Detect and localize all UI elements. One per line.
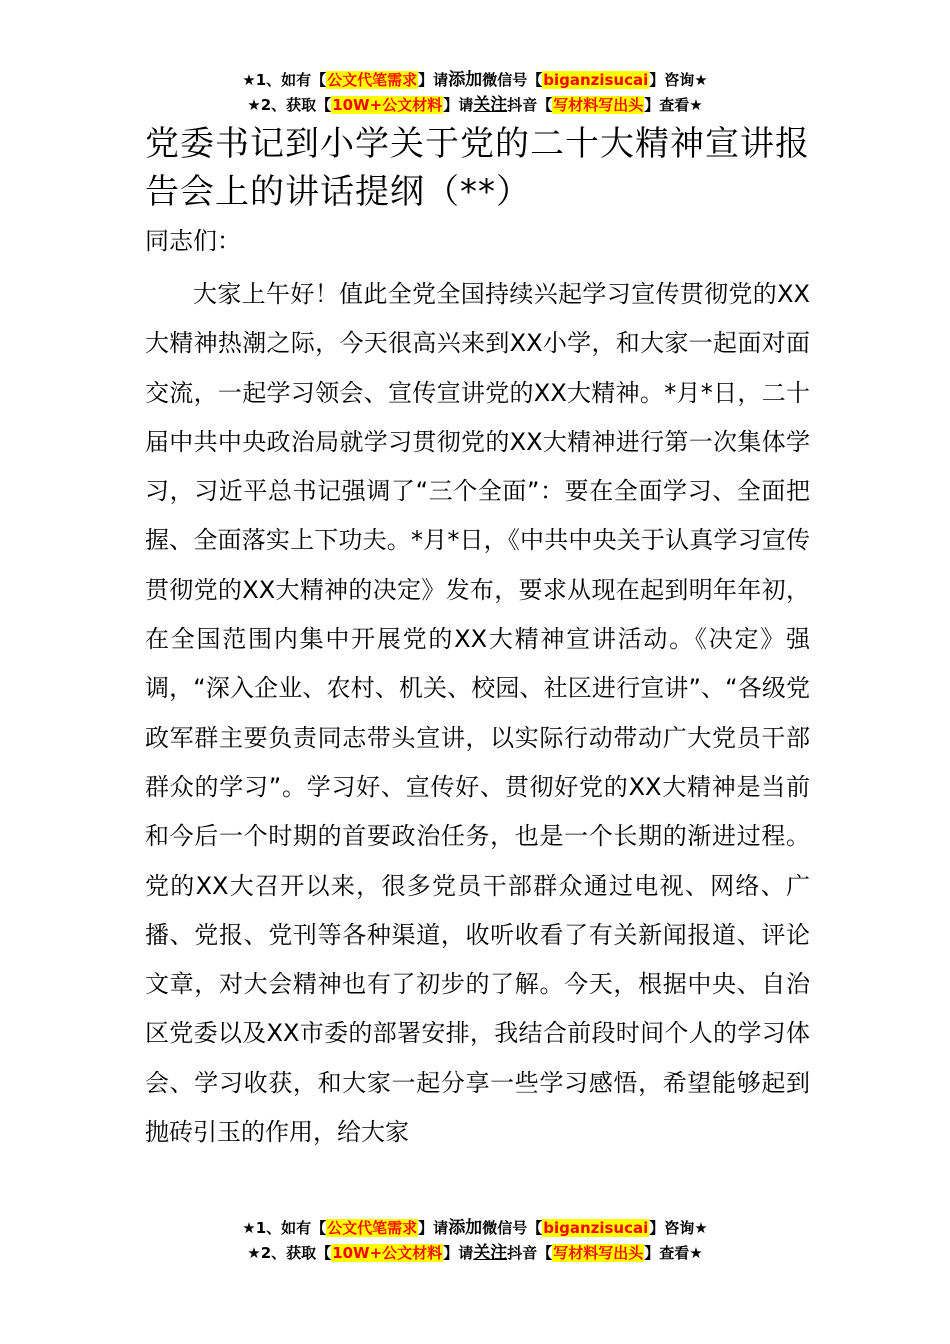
banner-text: 】请 bbox=[443, 96, 474, 114]
banner-highlight: 公文代笔需求 bbox=[327, 71, 418, 89]
banner-text: ★2、获取【 bbox=[247, 96, 332, 114]
banner-emphasis: 添加 bbox=[448, 70, 483, 90]
body-paragraph: 大家上午好！值此全党全国持续兴起学习宣传贯彻党的XX大精神热潮之际，今天很高兴来到XX小学，和大家一起面对面交流，一起学习领会、宣传宣讲党的XX大精神。*月*日，二十届中共中央政治局就学习贯彻党的XX大精神进行第一次集体学习，习近平总书记强调了“三个全面”：要在全面学习、全面把握、全面落实上下功夫。*月*日，《中共中央关于认真学习宣传贯彻党的XX大精神的决定》发布，要求从现在起到明年年初，在全国范围内集中开展党的XX大精神宣讲活动。《决定》强调，“深入企业、农村、机关、校园、社区进行宣讲”、“各级党政军群主要负责同志带头宣讲，以实际行动带动广大党员干部群众的学习”。学习好、宣传好、贯彻好党的XX大精神是当前和今后一个时期的首要政治任务，也是一个长期的渐进过程。党的XX大召开以来，很多党员干部群众通过电视、网络、广播、党报、党刊等各种渠道，收听收看了有关新闻报道、评论文章，对大会精神也有了初步的了解。今天，根据中央、自治区党委以及XX市委的部署安排，我结合前段时间个人的学习体会、学习收获，和大家一起分享一些学习感悟，希望能够起到抛砖引玉的作用，给大家 bbox=[145, 280, 810, 1147]
banner-text: 抖音【 bbox=[507, 96, 553, 114]
footer-banner bbox=[0, 1216, 950, 1266]
banner-line-1 bbox=[0, 1216, 950, 1241]
banner-highlight: 写材料写出头 bbox=[553, 96, 644, 114]
document-body bbox=[145, 120, 810, 1306]
banner-text: 】请 bbox=[418, 1219, 449, 1237]
document-title: 党委书记到小学关于党的二十大精神宣讲报告会上的讲话提纲（**） bbox=[145, 124, 810, 212]
banner-text: 微信号【 bbox=[482, 71, 543, 89]
banner-text: 】请 bbox=[418, 71, 449, 89]
banner-text: ★2、获取【 bbox=[247, 1244, 332, 1262]
banner-text: 】查看★ bbox=[644, 1244, 703, 1262]
banner-highlight: biganzisucai bbox=[543, 1219, 649, 1237]
banner-text: ★1、如有【 bbox=[242, 1219, 327, 1237]
header-banner bbox=[0, 68, 950, 118]
banner-highlight: biganzisucai bbox=[543, 71, 649, 89]
banner-text: 抖音【 bbox=[507, 1244, 553, 1262]
banner-emphasis: 添加 bbox=[448, 1218, 483, 1238]
banner-highlight: 公文代笔需求 bbox=[327, 1219, 418, 1237]
banner-text: 】咨询★ bbox=[649, 1219, 708, 1237]
greeting: 同志们： bbox=[145, 227, 241, 255]
banner-text: 微信号【 bbox=[482, 1219, 543, 1237]
banner-emphasis: 关注 bbox=[473, 1243, 508, 1263]
banner-emphasis: 关注 bbox=[473, 95, 508, 115]
banner-line-1 bbox=[0, 68, 950, 93]
banner-text: 】查看★ bbox=[644, 96, 703, 114]
banner-highlight: 10W+公文材料 bbox=[332, 1244, 443, 1262]
banner-highlight: 写材料写出头 bbox=[553, 1244, 644, 1262]
banner-line-2 bbox=[0, 93, 950, 118]
banner-text: ★1、如有【 bbox=[242, 71, 327, 89]
banner-highlight: 10W+公文材料 bbox=[332, 96, 443, 114]
banner-text: 】请 bbox=[443, 1244, 474, 1262]
banner-line-2 bbox=[0, 1241, 950, 1266]
banner-text: 】咨询★ bbox=[649, 71, 708, 89]
